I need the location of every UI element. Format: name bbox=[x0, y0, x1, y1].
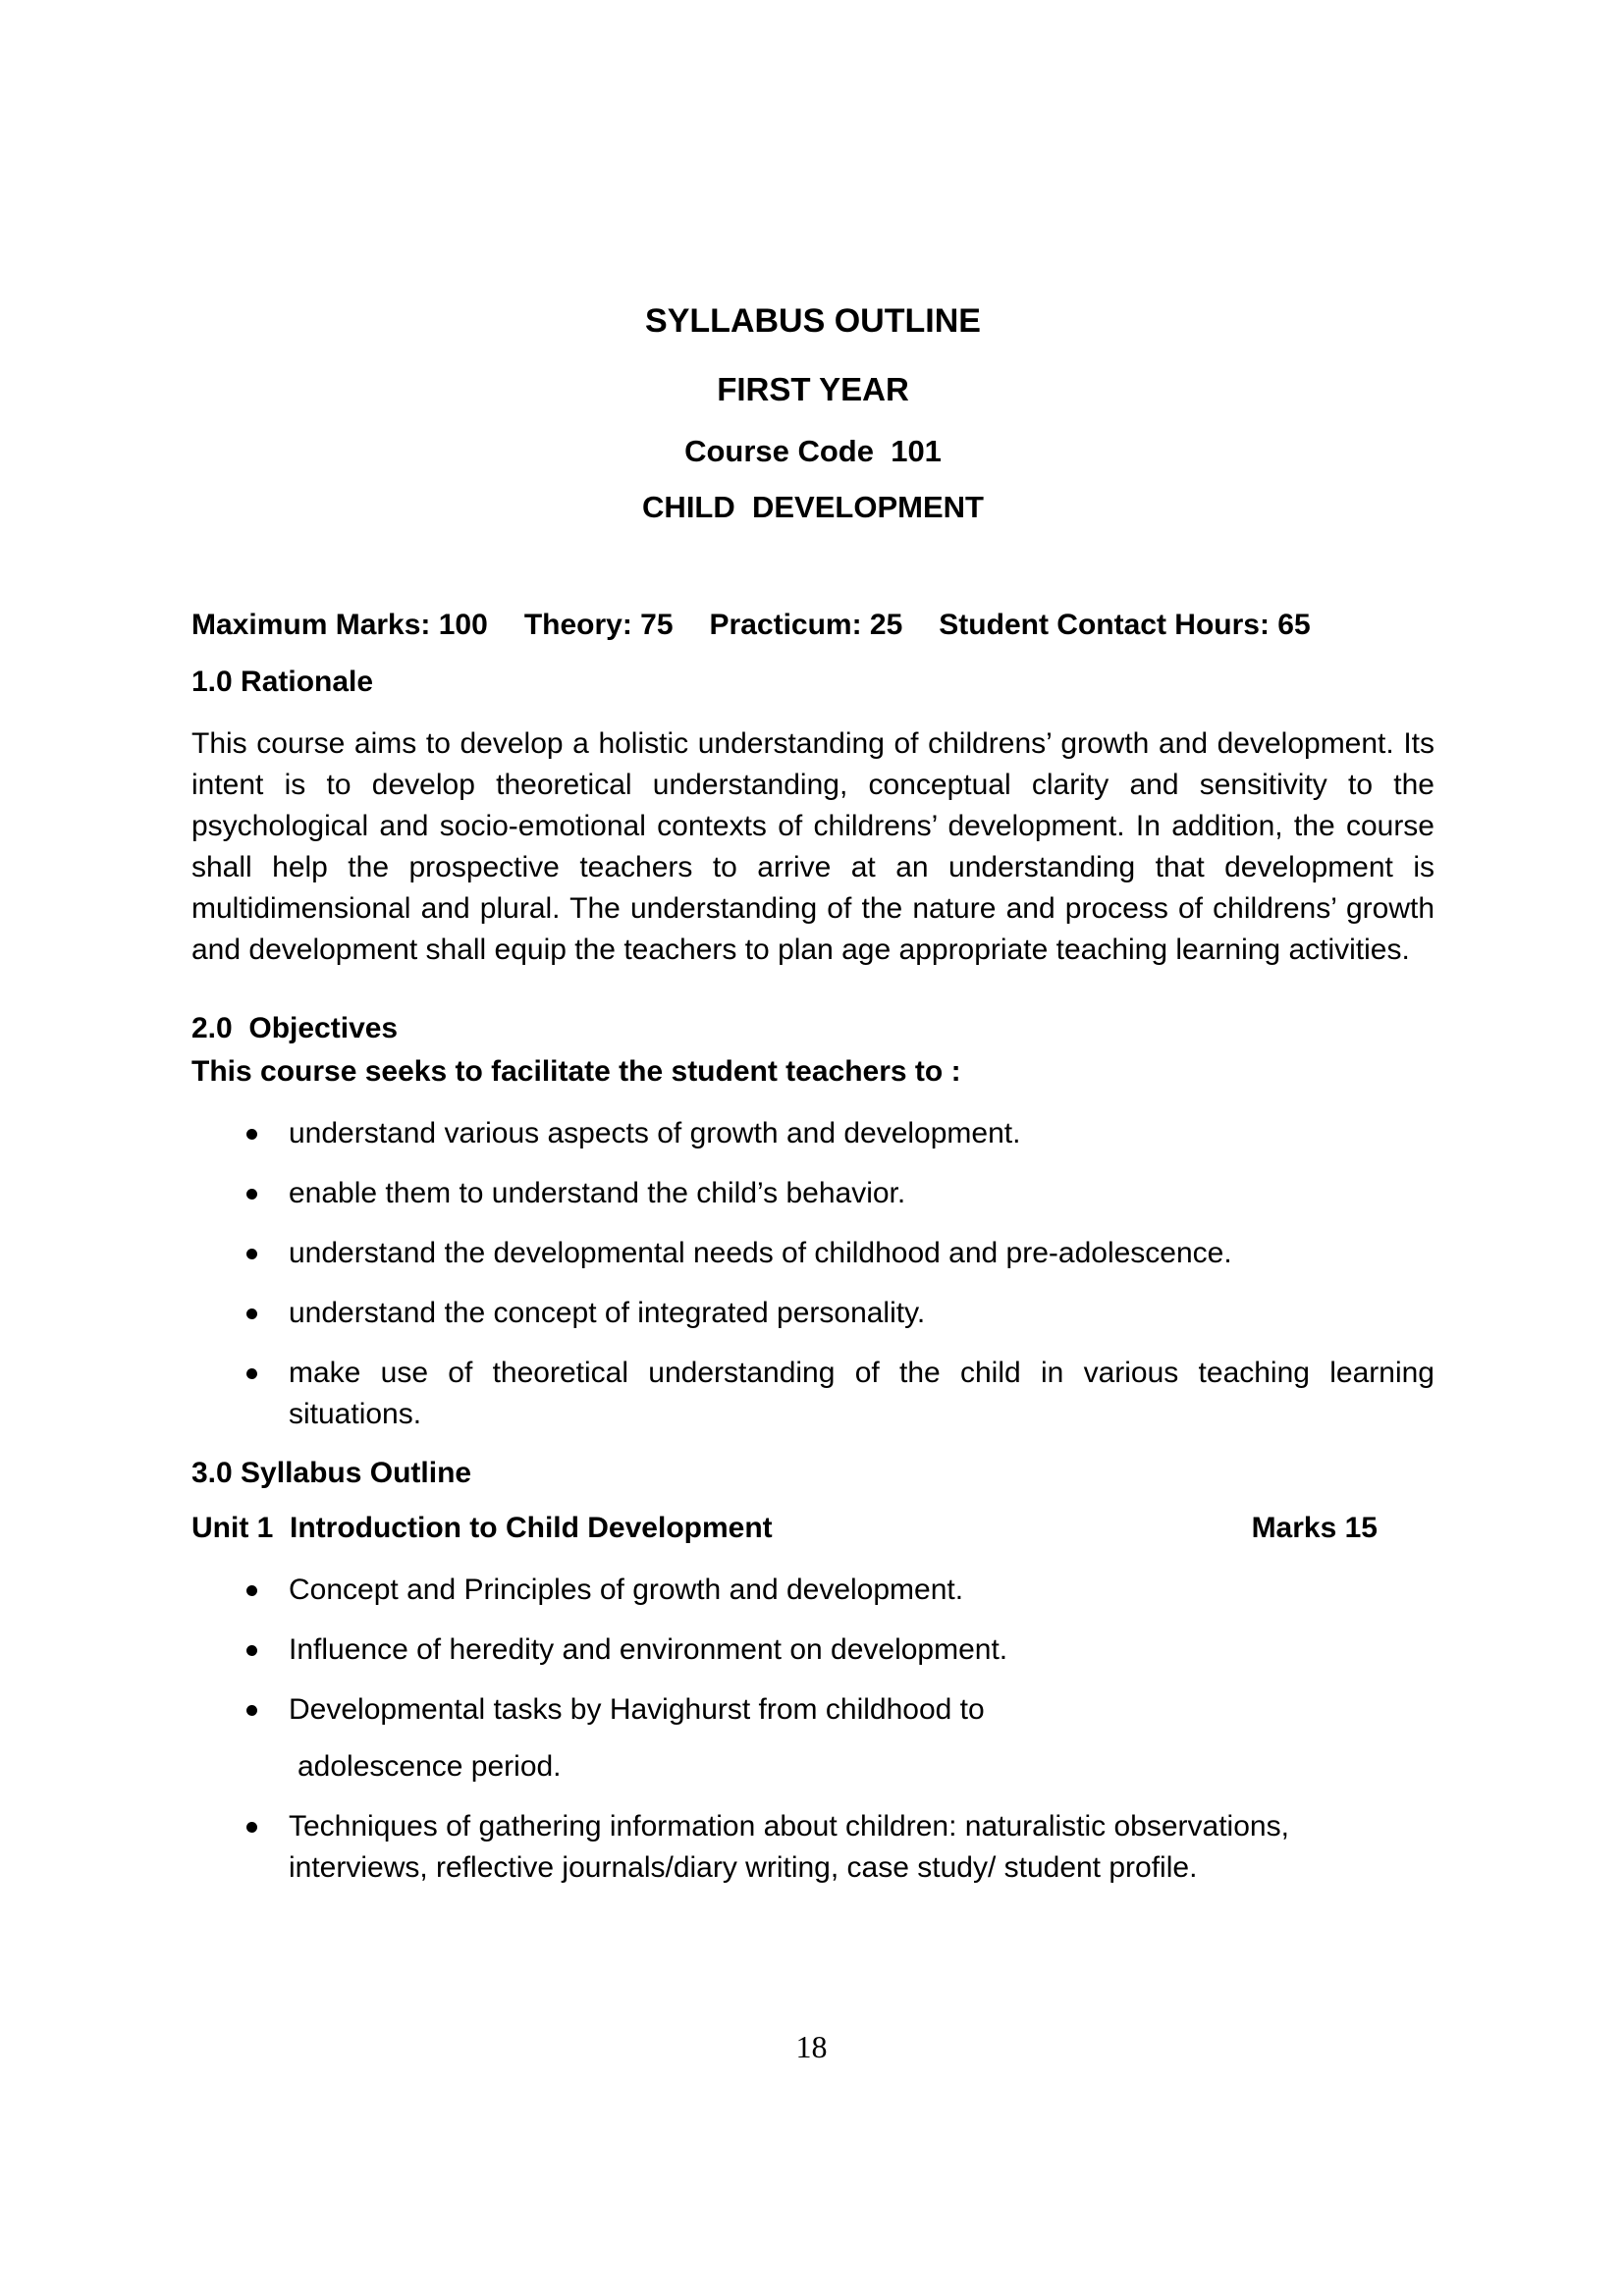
list-item bbox=[191, 1233, 1434, 1274]
list-item bbox=[191, 1629, 1434, 1671]
unit1-marks: Marks 15 bbox=[1251, 1512, 1378, 1544]
bullet-icon bbox=[246, 1308, 257, 1319]
list-item-text: understand the concept of integrated personality. bbox=[289, 1297, 926, 1329]
maximum-marks-value: Maximum Marks: 100 bbox=[191, 609, 488, 641]
document-title: SYLLABUS OUTLINE bbox=[645, 302, 981, 340]
list-item-text: Techniques of gathering information about children: naturalistic observations, interviews, reflective journals/diary writing, case study/ student profile. bbox=[289, 1810, 1289, 1884]
list-item bbox=[191, 1173, 1434, 1214]
list-item-text: Concept and Principles of growth and development. bbox=[289, 1574, 964, 1606]
rationale-paragraph: This course aims to develop a holistic understanding of childrens’ growth and development. Its intent is to develop theoretical understanding, conceptual clarity and sensitivity to the psychological and socio-emotional contexts of childrens’ development. In addition, the course shall help the prospective teachers to arrive at an understanding that development is multidimensional and plural. The understanding of the nature and process of childrens’ growth and development shall equip the teachers to plan age appropriate teaching learning activities. bbox=[191, 727, 1434, 966]
bullet-icon bbox=[246, 1189, 257, 1200]
objectives-intro: This course seeks to facilitate the student teachers to : bbox=[191, 1055, 961, 1088]
unit1-title: Unit 1 Introduction to Child Development bbox=[191, 1512, 773, 1544]
bullet-icon bbox=[246, 1585, 257, 1596]
theory-marks-value: Theory: 75 bbox=[523, 609, 674, 641]
unit1-topic-list bbox=[191, 1570, 1434, 1889]
list-item-text: understand the developmental needs of childhood and pre-adolescence. bbox=[289, 1237, 1232, 1269]
bullet-icon bbox=[246, 1822, 257, 1833]
unit1-heading-line bbox=[191, 1507, 1434, 1550]
list-item bbox=[191, 1570, 1434, 1611]
bullet-icon bbox=[246, 1249, 257, 1259]
list-item-text: Influence of heredity and environment on development. bbox=[289, 1633, 1008, 1666]
bullet-icon bbox=[246, 1705, 257, 1716]
rationale-heading: 1.0 Rationale bbox=[191, 666, 374, 698]
bullet-icon bbox=[246, 1368, 257, 1379]
bullet-icon bbox=[246, 1645, 257, 1656]
objectives-list bbox=[191, 1113, 1434, 1435]
list-item bbox=[191, 1353, 1434, 1435]
list-item bbox=[191, 1113, 1434, 1154]
list-item-continuation: adolescence period. bbox=[298, 1750, 562, 1783]
bullet-icon bbox=[246, 1129, 257, 1140]
list-item bbox=[191, 1293, 1434, 1334]
practicum-marks-value: Practicum: 25 bbox=[709, 609, 903, 641]
list-item-text: understand various aspects of growth and development. bbox=[289, 1117, 1021, 1149]
list-item-text bbox=[289, 1689, 1434, 1788]
list-item bbox=[191, 1806, 1434, 1889]
marks-summary-line bbox=[191, 604, 1434, 647]
list-item-line: Developmental tasks by Havighurst from childhood to bbox=[289, 1693, 985, 1726]
course-code-line: Course Code 101 bbox=[684, 434, 942, 468]
list-item-text: enable them to understand the child’s behavior. bbox=[289, 1177, 906, 1209]
objectives-heading: 2.0 Objectives bbox=[191, 1012, 399, 1044]
list-item bbox=[191, 1689, 1434, 1788]
year-heading: FIRST YEAR bbox=[717, 371, 909, 407]
page-number: 18 bbox=[795, 2029, 828, 2064]
course-title: CHILD DEVELOPMENT bbox=[642, 490, 984, 524]
contact-hours-value: Student Contact Hours: 65 bbox=[939, 609, 1311, 641]
list-item-text: make use of theoretical understanding of the child in various teaching learning situations. bbox=[289, 1357, 1434, 1430]
syllabus-outline-heading: 3.0 Syllabus Outline bbox=[191, 1457, 472, 1489]
